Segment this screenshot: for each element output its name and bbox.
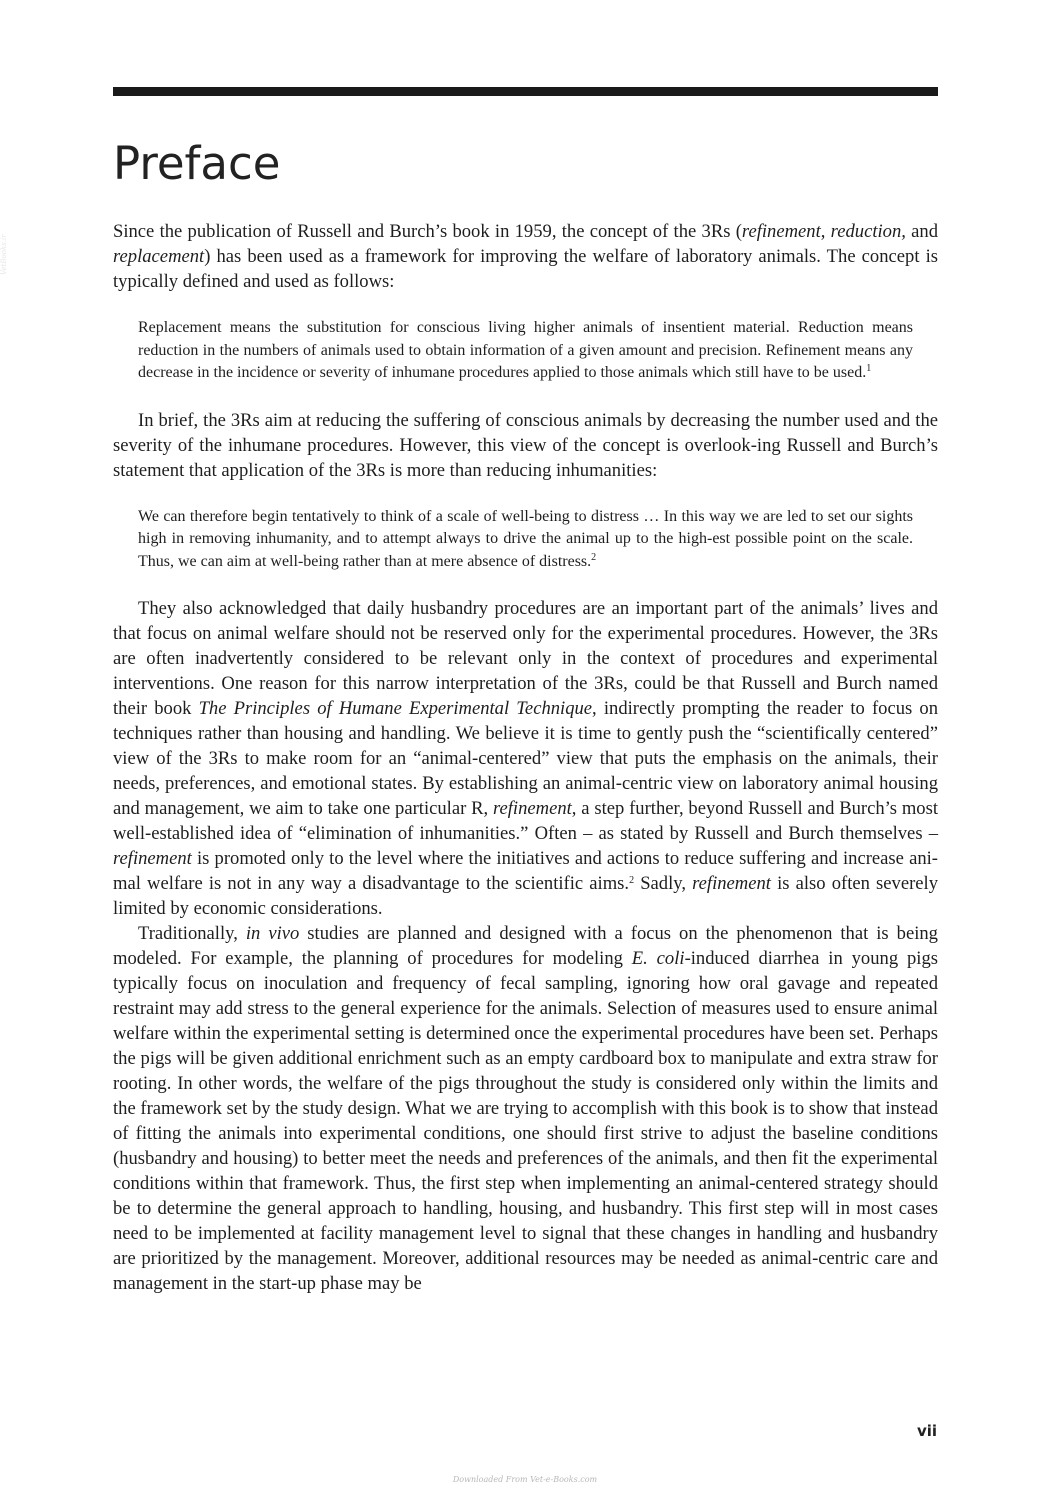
text-run: They also acknowledged that daily husbandry procedures are an important part of the animals’ lives and that focus on animal welfare should not be reserved only for the experimental procedures. However, the 3Rs are often inadvertently considered to be relevant only in the context of procedures and experimental interventions. One reason for this narrow interpretation of the 3Rs, could be that Russell and Burch named their book <box>113 598 938 719</box>
paragraph-1 <box>113 219 938 294</box>
text-run: -induced diarrhea in young pigs typically focus on inoculation and frequency of fecal sampling, ignoring how oral gavage and repeated restraint may add stress to the general experience for the animals. Selection of measures used to ensure animal welfare within the experimental setting is determined once the experimental procedures have been set. Perhaps the pigs will be given additional enrichment such as an empty cardboard box to manipulate and extra straw for rooting. In other words, the welfare of the pigs throughout the study is considered only within the limits and the framework set by the study design. What we are trying to accomplish with this book is to show that instead of fitting the animals into experimental conditions, one should first strive to adjust the baseline conditions (husbandry and housing) to better meet the needs and preferences of the animals, and then fit the experimental conditions within that framework. Thus, the first step when implementing an animal-centered strategy should be to determine the general approach to handling, housing, and husbandry. This first step will in most cases need to be implemented at facility management level to signal that these changes in handling and husbandry are prioritized by the management. Moreover, additional resources may be needed as animal-centric care and management in the start-up phase may be <box>113 948 938 1294</box>
text-run: Traditionally, <box>138 923 246 944</box>
chapter-title: Preface <box>113 137 281 190</box>
footnote-ref: 1 <box>866 363 872 374</box>
text-run: In brief, the 3Rs aim at reducing the suffering of conscious animals by decreasing the number used and the severity of the inhumane procedures. However, this view of the concept is overlook-ing Russell and Burch’s statement that application of the 3Rs is more than reducing inhumanities: <box>113 409 938 481</box>
italic-text: The Principles of Humane Experimental Technique <box>198 698 593 719</box>
side-watermark: VetBooks.ir <box>0 234 8 275</box>
body-text <box>113 219 938 1296</box>
paragraph-2 <box>113 408 938 483</box>
text-run: , indirectly prompting the reader to focus on techniques rather than housing and handling. We believe it is time to gently push the “scientifically centered” view of the 3Rs to make room for an “animal-centered” view that puts the emphasis on the animals, their needs, preferences, and emotional states. By establishing an animal-centric view on laboratory animal housing and management, we aim to take one particular R, <box>113 698 938 819</box>
block-quote-2 <box>113 506 938 574</box>
page-number: vii <box>916 1422 937 1440</box>
text-run: Since the publication of Russell and Burch’s book in 1959, the concept of the 3Rs ( <box>113 221 742 242</box>
paragraph-3 <box>113 596 938 921</box>
text-run: , a step further, beyond Russell and Burch’s most well-established idea of “elimination of inhumanities.” Often – as stated by Russell and Burch themselves – <box>113 798 939 844</box>
italic-text: refinement <box>113 848 192 869</box>
text-run: , <box>820 221 831 242</box>
text-run: ) has been used as a framework for improving the welfare of laboratory animals. The concept is typically defined and used as follows: <box>113 246 938 292</box>
italic-text: replacement <box>113 246 205 267</box>
text-run: is also often severely limited by economic considerations. <box>113 873 938 919</box>
text-run: Replacement means the substitution for conscious living higher animals of insentient material. Reduction means reduction in the numbers of animals used to obtain information of a given amount and precision. Refinement means any decrease in the incidence or severity of inhumane procedures applied to those animals which still have to be used. <box>138 319 913 381</box>
footer-watermark: Downloaded From Vet-e-Books.com <box>452 1475 598 1484</box>
italic-text: E. coli <box>631 948 685 969</box>
text-run: is promoted only to the level where the initiatives and actions to reduce suffering and increase ani-mal welfare is not in any way a disadvantage to the scientific aims. <box>113 848 938 894</box>
footnote-ref: 2 <box>591 551 597 563</box>
italic-text: refinement <box>692 873 771 894</box>
text-run: studies are planned and designed with a focus on the phenomenon that is being modeled. For example, the planning of procedures for modeling <box>113 923 938 969</box>
text-run: We can therefore begin tentatively to think of a scale of well-being to distress … In this way we are led to set our sights high in removing inhumanity, and to attempt always to drive the animal up to the high-est possible point on the scale. Thus, we can aim at well-being rather than at mere absence of distress. <box>138 507 913 570</box>
text-run: Sadly, <box>634 873 693 894</box>
chapter-top-rule <box>113 87 938 96</box>
text-run: and <box>905 221 939 242</box>
paragraph-4 <box>113 921 938 1296</box>
footnote-ref: 2 <box>629 875 635 886</box>
italic-text: in vivo <box>245 923 300 944</box>
italic-text: refinement <box>741 221 821 242</box>
italic-text: refinement <box>492 798 572 819</box>
italic-text: reduction, <box>830 221 906 242</box>
block-quote-1 <box>113 317 938 385</box>
